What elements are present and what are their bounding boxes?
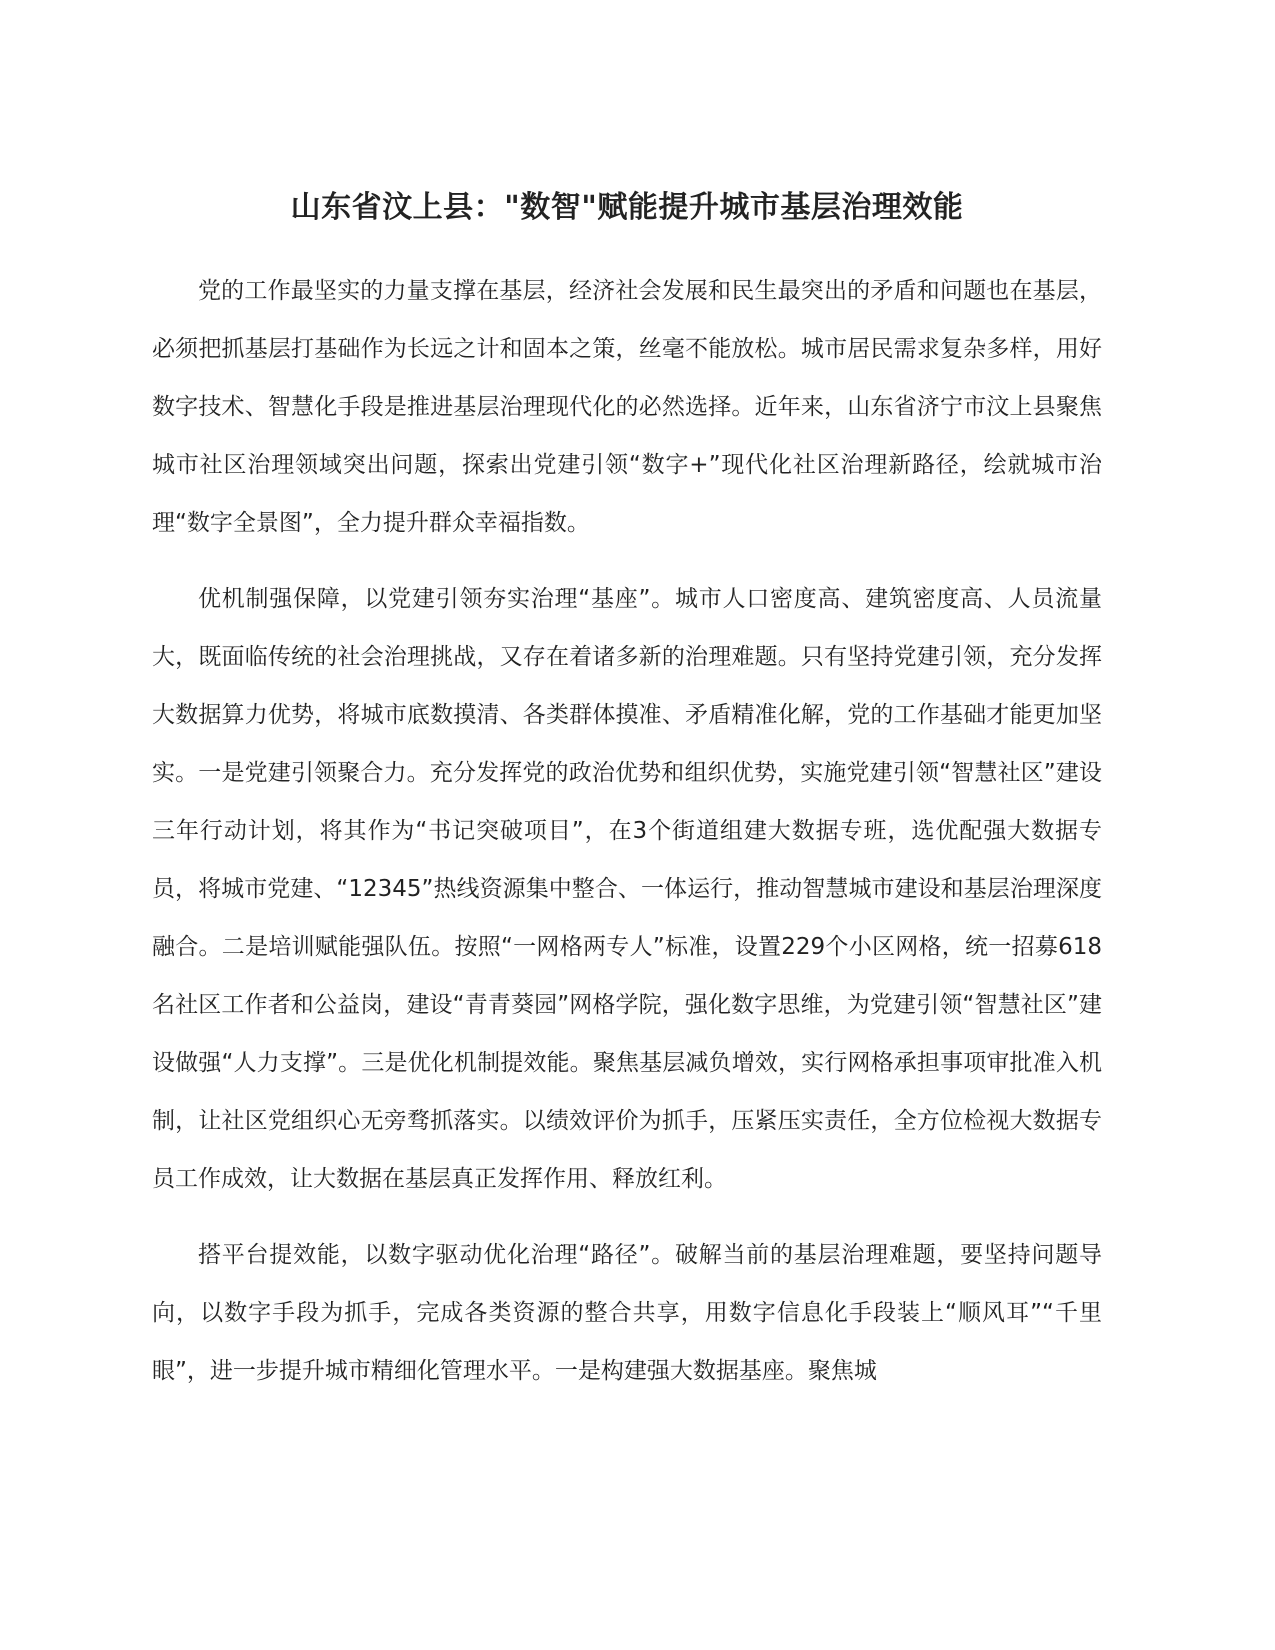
document-title: 山东省汶上县："数智"赋能提升城市基层治理效能 bbox=[290, 190, 964, 225]
document-body bbox=[152, 262, 1102, 1418]
paragraph-mechanism: 优机制强保障，以党建引领夯实治理“基座”。城市人口密度高、建筑密度高、人员流量大，既面临传统的社会治理挑战，又存在着诸多新的治理难题。只有坚持党建引领，充分发挥大数据算力优势，将城市底数摸清、各类群体摸准、矛盾精准化解，党的工作基础才能更加坚实。一是党建引领聚合力。充分发挥党的政治优势和组织优势，实施党建引领“智慧社区”建设三年行动计划，将其作为“书记突破项目”，在3个街道组建大数据专班，选优配强大数据专员，将城市党建、“12345”热线资源集中整合、一体运行，推动智慧城市建设和基层治理深度融合。二是培训赋能强队伍。按照“一网格两专人”标准，设置229个小区网格，统一招募618名社区工作者和公益岗，建设“青青葵园”网格学院，强化数字思维，为党建引领“智慧社区”建设做强“人力支撑”。三是优化机制提效能。聚焦基层减负增效，实行网格承担事项审批准入机制，让社区党组织心无旁骛抓落实。以绩效评价为抓手，压紧压实责任，全方位检视大数据专员工作成效，让大数据在基层真正发挥作用、释放红利。 bbox=[152, 586, 1102, 1192]
document-page bbox=[152, 0, 1102, 1650]
paragraph-intro: 党的工作最坚实的力量支撑在基层，经济社会发展和民生最突出的矛盾和问题也在基层，必须把抓基层打基础作为长远之计和固本之策，丝毫不能放松。城市居民需求复杂多样，用好数字技术、智慧化手段是推进基层治理现代化的必然选择。近年来，山东省济宁市汶上县聚焦城市社区治理领域突出问题，探索出党建引领“数字+”现代化社区治理新路径，绘就城市治理“数字全景图”，全力提升群众幸福指数。 bbox=[152, 278, 1102, 536]
paragraph-platform: 搭平台提效能，以数字驱动优化治理“路径”。破解当前的基层治理难题，要坚持问题导向，以数字手段为抓手，完成各类资源的整合共享，用数字信息化手段装上“顺风耳”“千里眼”，进一步提升城市精细化管理水平。一是构建强大数据基座。聚焦城 bbox=[152, 1242, 1102, 1384]
